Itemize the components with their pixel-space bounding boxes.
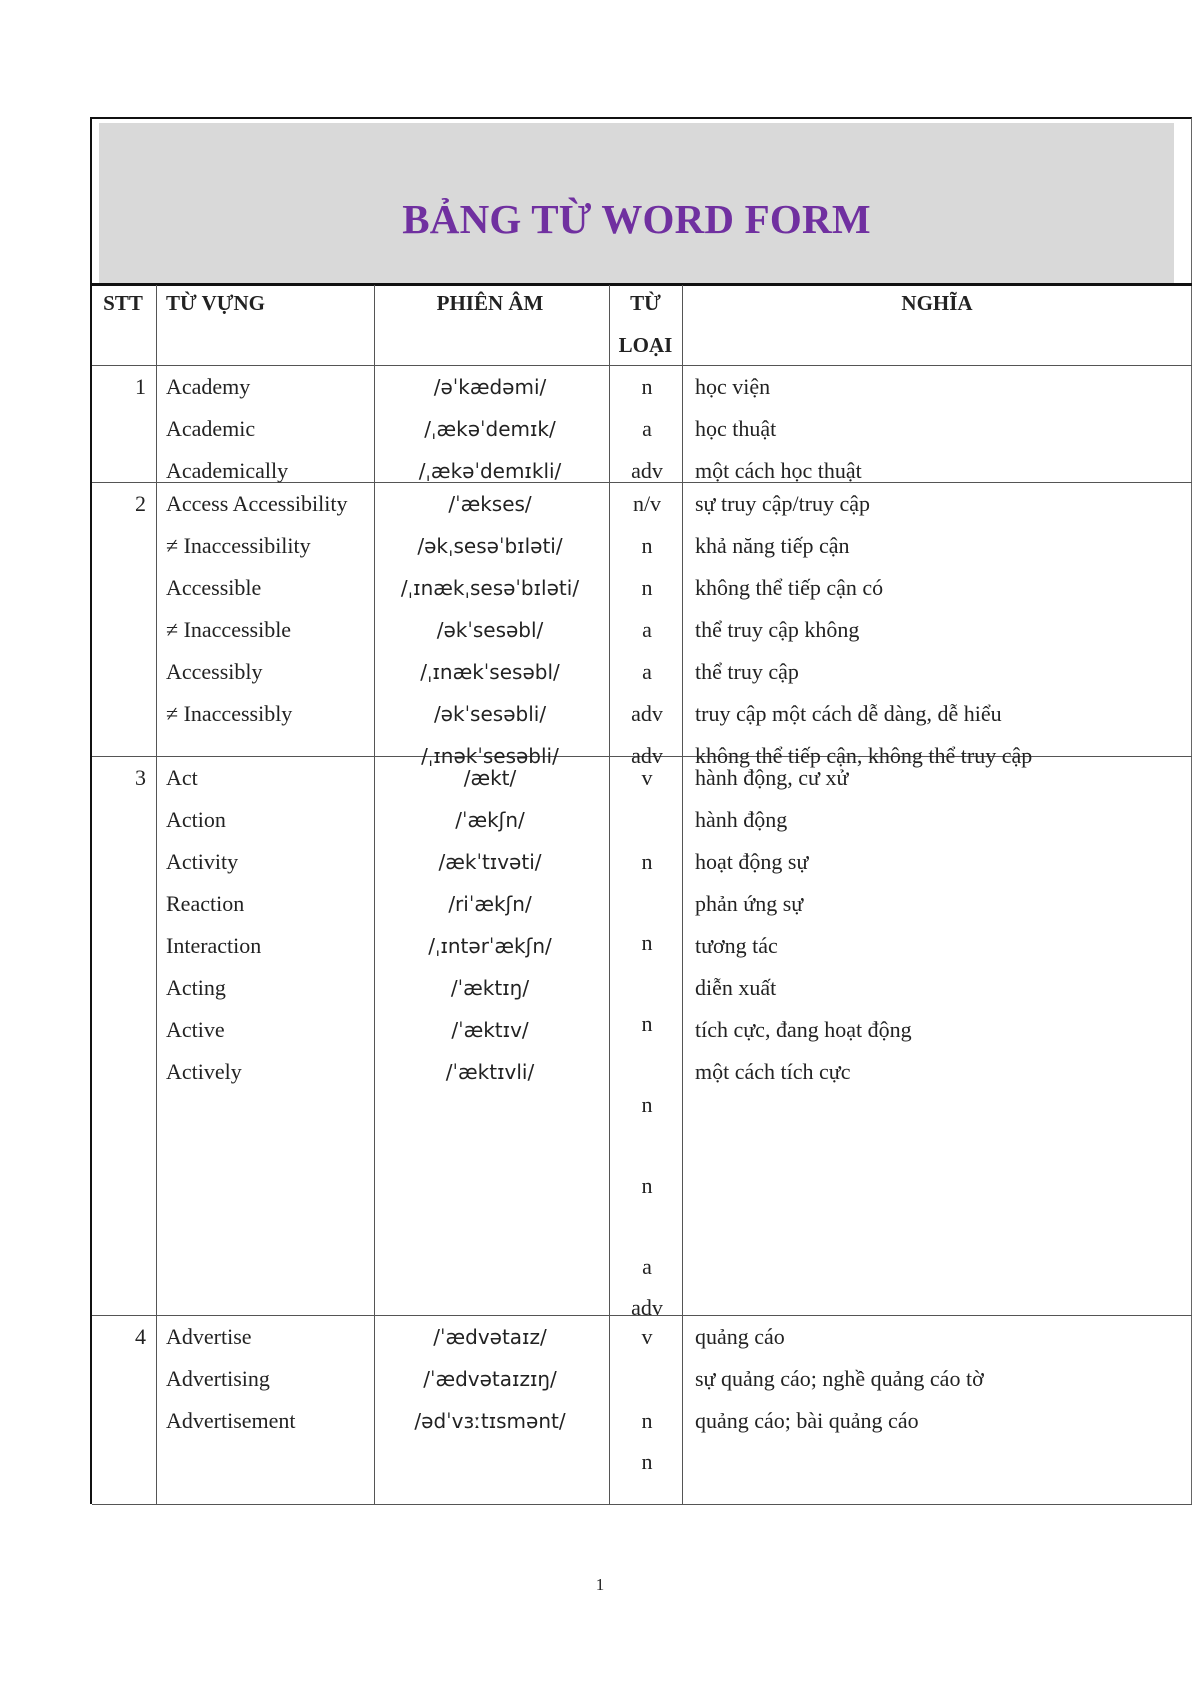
vocab-word: ≠ Inaccessible [166,617,292,642]
vocab-word: Activity [166,849,239,874]
vocab-word: Academically [166,458,289,483]
part-of-speech: n [641,1173,653,1198]
phonetic: /ədˈvɜːtɪsmənt/ [414,1409,566,1433]
vocab-word: Reaction [166,891,245,916]
header-ipa: PHIÊN ÂM [436,291,544,315]
vocab-word: Academy [166,374,251,399]
part-of-speech: a [642,659,652,684]
vocab-word: ≠ Inaccessibility [166,533,311,558]
meaning: phản ứng sự [695,891,804,916]
part-of-speech: adv [631,743,663,768]
part-of-speech: n/v [632,491,662,516]
page-number: 1 [595,1575,605,1594]
page-title: BẢNG TỪ WORD FORM [402,196,871,242]
row-number: 4 [135,1324,146,1349]
column-divider [156,285,157,1505]
vocab-word: Advertising [166,1366,270,1391]
part-of-speech: adv [631,458,663,483]
part-of-speech: n [641,930,653,955]
meaning: hành động [695,807,788,832]
vocab-word: Active [166,1017,225,1042]
meaning: tích cực, đang hoạt động [695,1017,912,1042]
meaning: không thể tiếp cận, không thể truy cập [695,743,1033,768]
phonetic: /riˈækʃn/ [448,892,532,916]
vocab-word: Acting [166,975,226,1000]
phonetic: /ˈæktɪŋ/ [450,976,530,1000]
meaning: quảng cáo [695,1324,785,1349]
vocab-word: ≠ Inaccessibly [166,701,293,726]
part-of-speech: n [641,1449,653,1474]
phonetic: /ˈæktɪvli/ [445,1060,535,1084]
phonetic: /ˈækʃn/ [455,808,525,832]
meaning: truy cập một cách dễ dàng, dễ hiểu [695,701,1002,726]
meaning: thể truy cập [695,659,799,684]
part-of-speech: n [641,374,653,399]
meaning: hành động, cư xử [695,765,849,790]
vocab-word: Accessibly [166,659,263,684]
title-banner [99,123,1174,283]
part-of-speech: a [642,416,652,441]
header-meaning: NGHĨA [901,291,973,315]
phonetic: /ˌækəˈdemɪk/ [424,417,556,441]
phonetic: /ˌɪnəkˈsesəbli/ [421,744,559,768]
vocab-word: Action [166,807,226,832]
meaning: diễn xuất [695,975,777,1000]
part-of-speech: n [641,849,653,874]
column-divider [609,285,610,1505]
vocab-word: Advertisement [166,1408,296,1433]
row-number: 1 [135,374,146,399]
meaning: sự quảng cáo; nghề quảng cáo tờ [695,1366,984,1391]
meaning: một cách học thuật [695,458,862,483]
header-stt: STT [103,291,143,315]
meaning: khả năng tiếp cận [695,533,850,558]
word-form-table [90,117,1192,1504]
meaning: học thuật [695,416,777,441]
part-of-speech: v [641,765,653,790]
meaning: quảng cáo; bài quảng cáo [695,1408,919,1433]
meaning: thể truy cập không [695,617,860,642]
phonetic: /əkˈsesəbl/ [436,618,544,642]
part-of-speech: adv [631,701,663,726]
row-number: 3 [135,765,146,790]
header-pos-line2: LOẠI [618,333,673,357]
part-of-speech: adv [631,1295,663,1320]
vocab-word: Advertise [166,1324,252,1349]
phonetic: /əkˈsesəbli/ [433,702,547,726]
vocab-word: Actively [166,1059,242,1084]
meaning: không thể tiếp cận có [695,575,884,600]
phonetic: /ækˈtɪvəti/ [438,850,542,874]
header-word: TỪ VỰNG [166,291,265,315]
part-of-speech: a [642,617,652,642]
vocab-word: Interaction [166,933,262,958]
meaning: hoạt động sự [695,849,809,874]
part-of-speech: n [641,1092,653,1117]
vocab-word: Accessible [166,575,262,600]
part-of-speech: n [641,1011,653,1036]
phonetic: /ˌækəˈdemɪkli/ [418,459,562,483]
phonetic: /ˌɪnækˈsesəbl/ [420,660,560,684]
phonetic: /əˈkædəmi/ [433,375,547,399]
phonetic: /ˈækses/ [448,492,532,516]
meaning: một cách tích cực [695,1059,851,1084]
phonetic: /əkˌsesəˈbɪləti/ [417,534,563,558]
table-bottom-rule [92,1504,1192,1505]
part-of-speech: a [642,1254,652,1279]
phonetic: /ˌɪntərˈækʃn/ [428,934,552,958]
part-of-speech: n [641,1408,653,1433]
meaning: sự truy cập/truy cập [695,491,871,516]
vocab-word: Access Accessibility [166,491,348,516]
part-of-speech: v [641,1324,653,1349]
part-of-speech: n [641,533,653,558]
phonetic: /ˈædvətaɪzɪŋ/ [423,1367,557,1391]
row-number: 2 [135,491,146,516]
phonetic: /ˌɪnækˌsesəˈbɪləti/ [400,576,580,600]
header-pos-line1: TỪ [630,291,661,315]
vocab-word: Act [166,765,198,790]
phonetic: /ˈæktɪv/ [451,1018,529,1042]
meaning: tương tác [695,933,778,958]
vocab-word: Academic [166,416,256,441]
phonetic: /ˈædvətaɪz/ [433,1325,547,1349]
meaning: học viện [695,374,771,399]
phonetic: /ækt/ [463,766,517,790]
part-of-speech: n [641,575,653,600]
